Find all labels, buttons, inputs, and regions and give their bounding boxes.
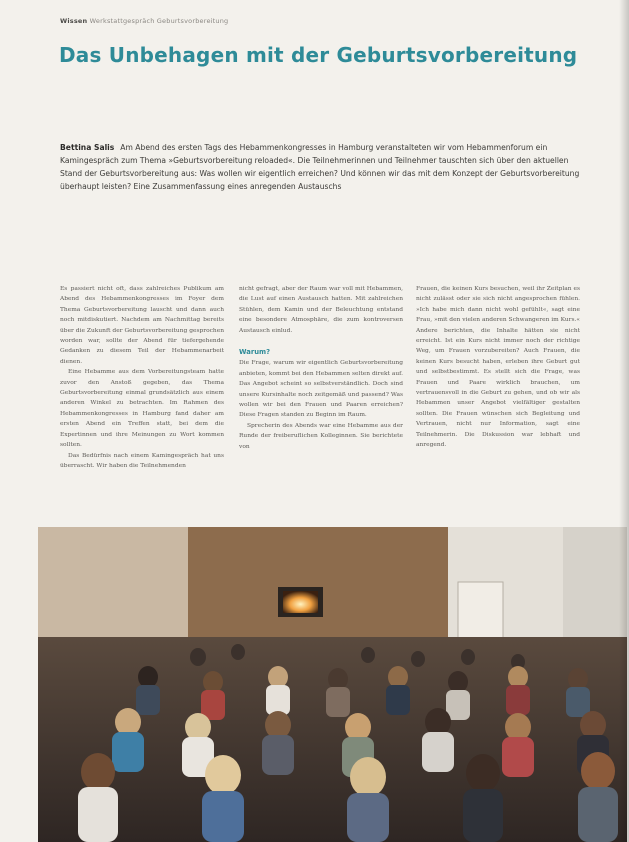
article-lead bbox=[60, 141, 580, 193]
paragraph: Frauen, die keinen Kurs besuchen, weil ihr Zeitplan es nicht zulässt oder sie sich nicht angesprochen fühlen. »Ich habe mich dann nicht wohl gefühlt«, sagt eine Frau, »mit den vielen anderen Schwangeren im Kurs.« Andere berichten, die Inhalte hätten sie nicht erreicht. Ist ein Kurs nicht immer noch der richtige Weg, um Frauen vorzubereiten? Auch Frauen, die keinen Kurs besucht haben, erleben ihre Geburt gut und selbstbestimmt. Es stellt sich die Frage, was Frauen und Paare wirklich brauchen, um vertrauensvoll in die Geburt zu gehen, und ob wir als Hebammen unser Angebot vielfältiger gestalten sollten. Die Frauen wünschen sich Begleitung und Vertrauen, nicht nur Information, sagt eine Teilnehmerin. Die Diskussion war lebhaft und anregend. bbox=[416, 286, 580, 449]
lead-text: Am Abend des ersten Tags des Hebammenkongresses in Hamburg veranstalteten wir vom Hebammenforum ein Kamingespräch zum Thema »Geburtsvorbereitung reloaded«. Die Teilnehmerinnen und Teilnehmer tauschten sich über den aktuellen Stand der Geburtsvorbereitung aus: Was wollen wir eigentlich erreichen? Und können wir das mit dem Konzept der Geburtsvorbereitung überhaupt leisten? Eine Zusammenfassung eines anregenden Austauschs bbox=[60, 143, 580, 191]
paragraph: Das Bedürfnis nach einem Kamingespräch hat uns überrascht. Wir haben die Teilnehmenden bbox=[60, 452, 224, 469]
subheading: Warum? bbox=[239, 348, 271, 357]
section-rubric bbox=[60, 17, 228, 25]
event-photo-illustration bbox=[38, 527, 627, 842]
page-fold-shadow bbox=[619, 0, 629, 842]
article-title: Das Unbehagen mit der Geburtsvorbereitung bbox=[59, 43, 578, 67]
body-column-2 bbox=[239, 284, 403, 452]
paragraph: Die Frage, warum wir eigentlich Geburtsvorbereitung anbieten, kommt bei den Hebammen selten direkt auf. Das Angebot scheint so selbstverständlich. Doch sind unsere Kursinhalte noch zeitgemäß und passend? Was wollen wir bei den Frauen und Paaren erreichen? Diese Fragen standen zu Beginn im Raum. bbox=[239, 360, 403, 419]
body-column-3 bbox=[416, 284, 580, 451]
paragraph: Es passiert nicht oft, dass zahlreiches Publikum am Abend des Hebammenkongresses im Foyer dem Thema Geburtsvorbereitung lauscht und dann auch noch mitdiskutiert. Nachdem am Nachmittag bereits über die Zukunft der Geburtsvorbereitung gesprochen worden war, sollte der Abend für tiefergehende Gedanken zu diesem Teil der Hebammenarbeit dienen. bbox=[60, 286, 224, 365]
paragraph: nicht gefragt, aber der Raum war voll mit Hebammen, die Lust auf einen Austausch hatten. Mit zahlreichen Stühlen, dem Kamin und der Beleuchtung entstand eine besondere Atmosphäre, die zum kontroversen Austausch einlud. bbox=[239, 286, 403, 334]
author-name: Bettina Salis bbox=[60, 143, 115, 152]
rubric-subsection: Werkstattgespräch Geburtsvorbereitung bbox=[89, 17, 229, 25]
rubric-section: Wissen bbox=[60, 17, 88, 25]
body-column-1 bbox=[60, 284, 224, 471]
paragraph: Eine Hebamme aus dem Vorbereitungsteam hatte zuvor den Anstoß gegeben, das Thema Geburtsvorbereitung einmal grundsätzlich aus einem anderen Winkel zu betrachten. Im Rahmen des Hebammenkongresses in Hamburg fand daher am ersten Abend ein Treffen statt, bei dem die Expertinnen und ihre Meinungen zu Wort kommen sollten. bbox=[60, 369, 224, 449]
paragraph: Sprecherin des Abends war eine Hebamme aus der Runde der freiberuflichen Kolleginnen. Sie berichtete von bbox=[239, 422, 403, 450]
event-photo bbox=[38, 527, 627, 842]
